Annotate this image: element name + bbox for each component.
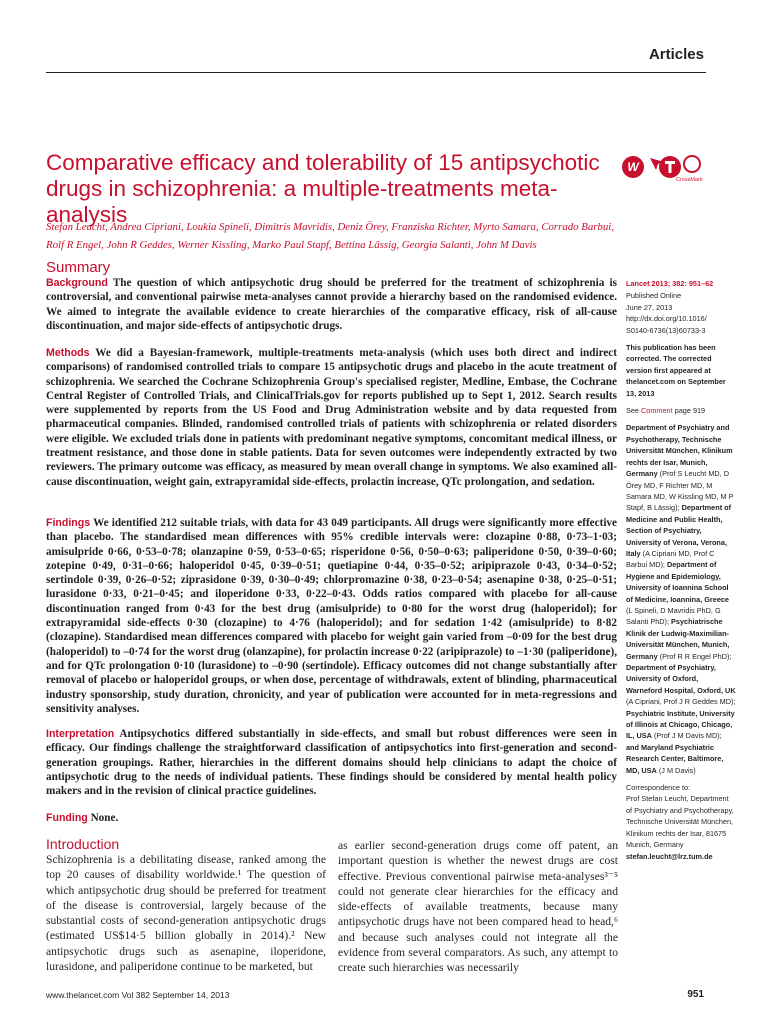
summary-background	[46, 276, 617, 333]
affiliation-6-institution: and Maryland Psychiatric Research Center, Baltimore, MD, USA	[626, 742, 724, 775]
interpretation-text: Antipsychotics differed substantially in side-effects, and small but robust differences were seen in efficacy. Our findings challenge the straightforward classification of antipsychotics into first-generation and second-generation groupings. Rather, hierarchies in the different domains should help clinicians to adapt the choice of antipsychotic drug to the needs of individual patients. These findings should be considered by mental health policy makers and in the revision of clinical practice guidelines.	[46, 728, 617, 798]
summary-methods	[46, 346, 617, 489]
author-list: Stefan Leucht, Andrea Cipriani, Loukia Spineli, Dimitris Mavridis, Deniz Örey, Franziska Richter, Myrto Samara, Corrado Barbui, Rolf R Engel, John R Geddes, Werner Kissling, Marko Paul Stapf, Bettina Lässig, Georgia Salanti, John M Davis	[46, 221, 614, 251]
svg-text:W: W	[627, 160, 639, 174]
summary-findings	[46, 516, 617, 716]
journal-date: September 14, 2013	[152, 990, 230, 1000]
methods-label: Methods	[46, 347, 90, 359]
article-sidebar	[626, 278, 736, 862]
crossmark-icon	[620, 150, 710, 190]
summary-funding	[46, 811, 617, 825]
background-text: The question of which antipsychotic drug should be preferred for the treatment of schizophrenia is controversial, and conventional pairwise meta-analyses cannot provide a hierarchy based on the randomised evidence. We aimed to integrate the available evidence to create hierarchies of the comparative efficacy, risk of all-cause discontinuation, and major side-effects of antipsychotic drugs.	[46, 277, 617, 332]
interpretation-label: Interpretation	[46, 728, 115, 740]
affiliation-4-people: (A Cipriani, Prof J R Geddes MD);	[626, 697, 736, 707]
correction-note: This publication has been corrected. The corrected version first appeared at thelancet.com on September 13, 2013	[626, 343, 726, 398]
introduction-heading: Introduction	[46, 836, 120, 852]
journal-url[interactable]: www.thelancet.com	[46, 990, 120, 1000]
correspondence: Correspondence to: Prof Stefan Leucht, Department of Psychiatry and Psychotherapy, Technische Universität München, Klinikum rechts der Isar, 81675 Munich, Germany	[626, 783, 734, 850]
findings-label: Findings	[46, 517, 91, 529]
crossmark-label: CrossMark	[676, 177, 703, 183]
affiliation-0-people: (Prof S Leucht MD, D Örey MD, F Richter MD, M Samara MD, W Kissling MD, M P Stapf, B Lässig);	[626, 469, 734, 513]
comment-suffix: page 919	[672, 406, 706, 416]
affiliation-0-institution: Department of Psychiatry and Psychotherapy, Technische Universität München, Klinikum rechts der Isar, Munich, Germany	[626, 423, 733, 479]
footer-journal	[46, 990, 229, 1000]
summary-heading: Summary	[46, 259, 111, 276]
crossmark-badge[interactable]	[620, 150, 710, 190]
funding-label: Funding	[46, 812, 88, 824]
affiliation-6-people: (J M Davis)	[656, 765, 696, 775]
background-label: Background	[46, 277, 108, 289]
affiliation-1-people: (A Cipriani MD, Prof C Barbui MD);	[626, 548, 715, 570]
methods-text: We did a Bayesian-framework, multiple-treatments meta-analysis (which uses both direct and indirect comparisons) of randomised controlled trials to compare 15 antipsychotic drugs and placebo in the acute treatment of schizophrenia. We searched the Cochrane Schizophrenia Group's specialised register, Medline, Embase, the Cochrane Central Register of Controlled Trials, and ClinicalTrials.gov for reports published up to Sept 1, 2012. Search results were supplemented by reports from the US Food and Drug Administration website and by data requested from pharmaceutical companies. Blinded, randomised controlled trials of patients with schizophrenia or related disorders were eligible. We excluded trials done in patients with predominant negative symptoms, concomitant medical illness, or treatment resistance, and those done in stable patients. Data for seven outcomes were independently extracted by two reviewers. The primary outcome was efficacy, as measured by mean overall change in symptoms. We also examined all-cause discontinuation, weight gain, extrapyramidal side-effects, prolactin increase, QTc prolongation, and sedation.	[46, 347, 617, 488]
section-label: Articles	[648, 46, 704, 63]
funding-text: None.	[90, 812, 119, 824]
introduction-column-right: as earlier second-generation drugs come off patent, an important question is whether the newest drugs are cost effective. Previous conventional pairwise meta-analyses³⁻⁵ could not generate clear hierarchies for the efficacy and side-effects of available treatments, because many antipsychotic drugs have not been compared head to head,⁶ and because such analyses could not integrate all the evidence from several comparators. As such, any attempt to create such hierarchies was necessarily	[338, 839, 618, 975]
page-number: 951	[687, 989, 704, 1000]
affiliation-2-people: (L Spineli, D Mavridis PhD, G Salanti PhD);	[626, 605, 721, 627]
comment-prefix: See	[626, 406, 642, 416]
journal-volume: Vol 382	[121, 990, 150, 1000]
introduction-column-left: Schizophrenia is a debilitating disease, ranked among the top 20 causes of disability worldwide.¹ The question of which antipsychotic drug should be preferred for treatment of the disease is controversial, largely because of the substantial costs of second-generation antipsychotic drugs (estimated US$14·5 billion globally in 2014).² New antipsychotic drugs such as asenapine, iloperidone, lurasidone, and paliperidone continue to be marketed, but	[46, 853, 326, 974]
affiliation-3-people: (Prof R R Engel PhD);	[657, 651, 732, 661]
affiliation-5-institution: Psychiatric Institute, University of Illinois at Chicago, Chicago, IL, USA	[626, 708, 735, 741]
affiliations	[626, 422, 736, 776]
findings-text: We identified 212 suitable trials, with data for 43 049 participants. All drugs were significantly more effective than placebo. The standardised mean differences with 95% credible intervals were: clozapine 0·88, 0·73–1·03; amisulpride 0·66, 0·53–0·78; olanzapine 0·59, 0·53–0·65; risperidone 0·56, 0·50–0·63; paliperidone 0·50, 0·39–0·60; zotepine 0·49, 0·31–0·66; haloperidol 0·45, 0·39–0·51; quetiapine 0·44, 0·35–0·52; aripiprazole 0·43, 0·34–0·52; sertindole 0·39, 0·26–0·52; ziprasidone 0·39, 0·30–0·49; chlorpromazine 0·38, 0·23–0·54; asenapine 0·38, 0·25–0·51; lurasidone 0·33, 0·21–0·45; and iloperidone 0·33, 0·22–0·43. Odds ratios compared with placebo for all-cause discontinuation ranged from 0·43 for the best drug (amisulpride) to 0·80 for the worst drug (haloperidol); for extrapyramidal side-effects 0·30 (clozapine) to 4·76 (haloperidol); and for sedation 1·42 (amisulpride) to 8·82 (clozapine). Standardised mean differences compared with placebo for weight gain varied from –0·09 for the best drug (haloperidol) to –0·74 for the worst drug (olanzapine), for prolactin increase 0·22 (aripiprazole) to –1·30 (paliperidone), and for QTc prolongation 0·10 (lurasidone) to –0·90 (sertindole). Efficacy outcomes did not change substantially after removal of placebo or haloperidol groups, or when dose, percentage of withdrawals, extent of blinding, pharmaceutical industry sponsorship, study duration, chronicity, and year of publication were accounted for in meta-regressions and sensitivity analyses.	[46, 517, 617, 715]
comment-link[interactable]: Comment	[641, 406, 673, 416]
header-rule	[46, 72, 706, 73]
affiliation-4-institution: Department of Psychiatry, University of Oxford, Warneford Hospital, Oxford, UK	[626, 663, 736, 695]
publication-info: Published Online June 27, 2013 http://dx.doi.org/10.1016/ S0140-6736(13)60733-3	[626, 291, 707, 335]
article-title: Comparative efficacy and tolerability of 15 antipsychotic drugs in schizophrenia: a multiple-treatments meta-analysis	[46, 150, 600, 227]
citation: Lancet 2013; 382: 951–62	[626, 279, 714, 288]
affiliation-3-institution: Psychiatrische Klinik der Ludwig-Maximilian-Universität München, Munich, Germany	[626, 617, 730, 661]
comment-reference	[626, 405, 736, 416]
summary-interpretation	[46, 727, 617, 798]
correspondence-email[interactable]: stefan.leucht@lrz.tum.de	[626, 851, 713, 861]
affiliation-1-institution: Department of Medicine and Public Health, Section of Psychiatry, University of Verona, Verona, Italy	[626, 503, 732, 558]
affiliation-2-institution: Department of Hygiene and Epidemiology, University of Ioannina School of Medicine, Ioannina, Greece	[626, 560, 729, 604]
affiliation-5-people: (Prof J M Davis MD);	[651, 731, 722, 741]
